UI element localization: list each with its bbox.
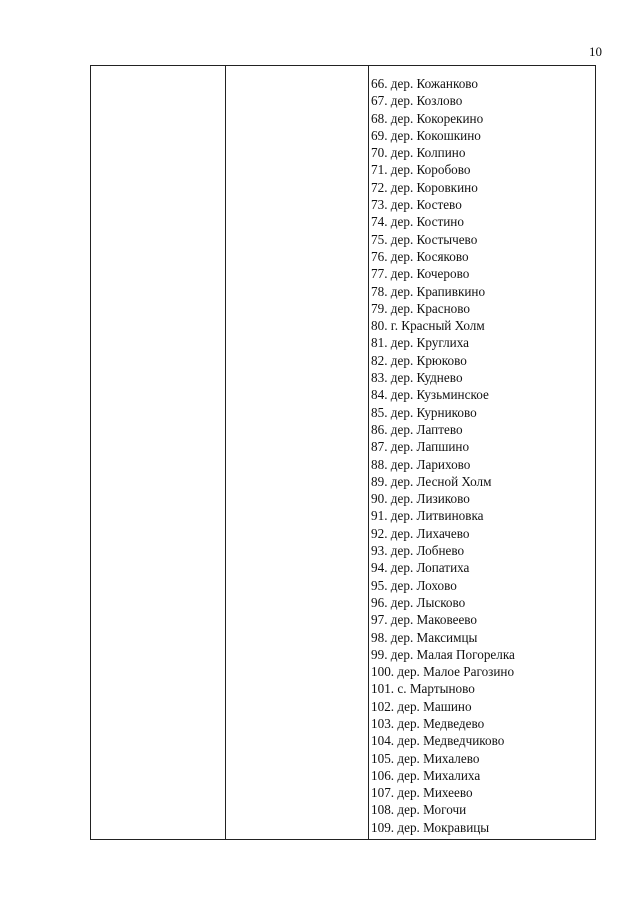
- page-number: 10: [589, 44, 602, 59]
- settlement-item: 96. дер. Лысково: [371, 594, 466, 610]
- settlement-item: 99. дер. Малая Погорелка: [371, 646, 515, 662]
- settlement-item: 102. дер. Машино: [371, 698, 472, 714]
- settlement-table: [90, 65, 596, 840]
- settlement-item: 69. дер. Кокошкино: [371, 127, 481, 143]
- settlement-item: 105. дер. Михалево: [371, 750, 480, 766]
- settlement-item: 107. дер. Михеево: [371, 785, 473, 801]
- settlement-item: 91. дер. Литвиновка: [371, 508, 484, 524]
- settlement-item: 72. дер. Коровкино: [371, 179, 478, 195]
- settlement-item: 74. дер. Костино: [371, 214, 464, 230]
- settlement-item: 109. дер. Мокравицы: [371, 819, 490, 835]
- settlement-item: 78. дер. Крапивкино: [371, 283, 486, 299]
- settlement-item: 71. дер. Коробово: [371, 162, 471, 178]
- settlement-item: 84. дер. Кузьминское: [371, 387, 489, 403]
- settlement-item: 95. дер. Лохово: [371, 577, 457, 593]
- settlement-item: 97. дер. Маковеево: [371, 612, 478, 628]
- settlement-item: 76. дер. Косяково: [371, 248, 469, 264]
- settlement-item: 101. с. Мартыново: [371, 681, 475, 697]
- settlement-item: 80. г. Красный Холм: [371, 318, 485, 334]
- settlement-item: 73. дер. Костево: [371, 197, 462, 213]
- settlement-item: 87. дер. Лапшино: [371, 439, 470, 455]
- settlement-item: 92. дер. Лихачево: [371, 525, 470, 541]
- settlement-item: 104. дер. Медведчиково: [371, 733, 505, 749]
- settlement-item: 93. дер. Лобнево: [371, 543, 465, 559]
- settlement-item: 90. дер. Лизиково: [371, 491, 470, 507]
- settlement-item: 75. дер. Костычево: [371, 231, 478, 247]
- settlement-item: 66. дер. Кожанково: [371, 76, 479, 91]
- settlement-item: 88. дер. Ларихово: [371, 456, 471, 472]
- settlement-item: 89. дер. Лесной Холм: [371, 473, 492, 489]
- settlement-list: [371, 75, 591, 836]
- settlement-item: 94. дер. Лопатиха: [371, 560, 470, 576]
- settlement-item: 103. дер. Медведево: [371, 715, 485, 731]
- column-divider: [225, 66, 226, 839]
- settlement-item: 81. дер. Круглиха: [371, 335, 469, 351]
- column-divider: [368, 66, 369, 839]
- settlement-item: 70. дер. Колпино: [371, 145, 466, 161]
- settlement-item: 86. дер. Лаптево: [371, 421, 463, 437]
- settlement-item: 77. дер. Кочерово: [371, 266, 470, 282]
- settlement-item: 100. дер. Малое Рагозино: [371, 664, 515, 680]
- settlement-item: 85. дер. Курниково: [371, 404, 477, 420]
- settlement-item: 98. дер. Максимцы: [371, 629, 478, 645]
- settlement-item: 68. дер. Кокорекино: [371, 110, 484, 126]
- settlement-item: 82. дер. Крюково: [371, 352, 467, 368]
- settlement-item: 67. дер. Козлово: [371, 93, 463, 109]
- settlement-item: 108. дер. Могочи: [371, 802, 467, 818]
- settlement-item: 106. дер. Михалиха: [371, 767, 481, 783]
- settlement-item: 83. дер. Кудневo: [371, 370, 463, 386]
- settlement-item: 79. дер. Красново: [371, 300, 471, 316]
